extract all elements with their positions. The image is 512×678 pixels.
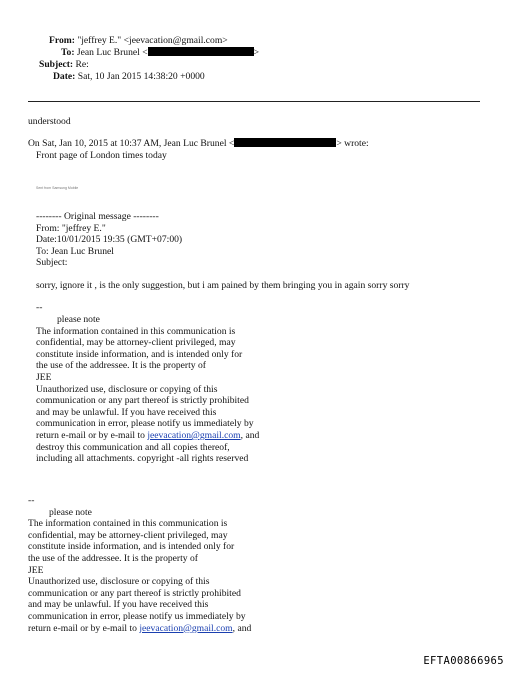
original-from: From: "jeffrey E." bbox=[36, 222, 106, 234]
redaction-bar bbox=[234, 138, 336, 147]
date-label: Date: bbox=[53, 71, 76, 82]
device-signature: Sent from Samsung Mobile bbox=[36, 186, 79, 190]
redaction-bar bbox=[148, 47, 254, 56]
quote-intro bbox=[28, 138, 369, 150]
date-value: Sat, 10 Jan 2015 14:38:20 +0000 bbox=[77, 71, 205, 82]
document-id: EFTA00866965 bbox=[423, 655, 504, 668]
to-label: To: bbox=[61, 47, 75, 58]
sorry-text: sorry, ignore it , is the only suggestion, but i am pained by them bringing you in again sorry sorry bbox=[36, 280, 410, 291]
disclaimer-line: Unauthorized use, disclosure or copying of this bbox=[36, 383, 218, 395]
to-value: Jean Luc Brunel < bbox=[76, 47, 148, 58]
disclaimer-line: communication or any part thereof is strictly prohibited bbox=[36, 395, 249, 407]
disclaimer-line: Unauthorized use, disclosure or copying of this bbox=[28, 576, 210, 588]
disclaimer-line: communication in error, please notify us immediately by bbox=[36, 418, 254, 430]
signature-dash: -- bbox=[36, 302, 43, 313]
disclaimer-line: constitute inside information, and is intended only for bbox=[28, 541, 235, 553]
disclaimer-line: JEE bbox=[36, 371, 52, 383]
disclaimer-line: including all attachments. copyright -all rights reserved bbox=[36, 453, 249, 465]
signature-dash: -- bbox=[28, 495, 35, 506]
disclaimer-line: communication or any part thereof is strictly prohibited bbox=[28, 587, 241, 599]
original-divider: -------- Original message -------- bbox=[36, 211, 159, 222]
from-label: From: bbox=[49, 35, 75, 46]
disclaimer-text: , and bbox=[232, 622, 252, 634]
disclaimer-line: The information contained in this communication is bbox=[28, 518, 228, 530]
original-to: To: Jean Luc Brunel bbox=[36, 245, 114, 257]
header-from-row bbox=[49, 35, 228, 47]
disclaimer-line: confidential, may be attorney-client privileged, may bbox=[28, 529, 228, 541]
header-divider bbox=[28, 101, 480, 102]
to-suffix: > bbox=[253, 47, 260, 58]
disclaimer-line-email bbox=[36, 430, 259, 442]
disclaimer-1 bbox=[36, 314, 259, 465]
disclaimer-text: , and bbox=[240, 429, 260, 441]
disclaimer-line: JEE bbox=[28, 564, 44, 576]
disclaimer-line: and may be unlawful. If you have received this bbox=[36, 406, 217, 418]
reply-text: understood bbox=[28, 116, 71, 127]
disclaimer-note: please note bbox=[49, 506, 92, 518]
disclaimer-line: the use of the addressee. It is the property of bbox=[28, 552, 198, 564]
header-date-row bbox=[53, 71, 205, 83]
disclaimer-line: the use of the addressee. It is the property of bbox=[36, 360, 206, 372]
disclaimer-line: communication in error, please notify us immediately by bbox=[28, 610, 246, 622]
disclaimer-line: The information contained in this communication is bbox=[36, 325, 236, 337]
quote-intro-prefix: On Sat, Jan 10, 2015 at 10:37 AM, Jean Luc Brunel < bbox=[28, 138, 235, 149]
subject-value: Re: bbox=[75, 59, 89, 70]
disclaimer-text: return e-mail or by e-mail to bbox=[36, 429, 148, 441]
quote-text: Front page of London times today bbox=[36, 150, 167, 161]
disclaimer-line: confidential, may be attorney-client privileged, may bbox=[36, 337, 236, 349]
subject-label: Subject: bbox=[39, 59, 74, 70]
disclaimer-2 bbox=[28, 495, 251, 634]
header-subject-row bbox=[39, 59, 89, 71]
original-date: Date:10/01/2015 19:35 (GMT+07:00) bbox=[36, 234, 183, 246]
original-subject: Subject: bbox=[36, 257, 68, 269]
email-link[interactable]: jeevacation@gmail.com bbox=[139, 622, 233, 634]
disclaimer-text: return e-mail or by e-mail to bbox=[28, 622, 140, 634]
disclaimer-line: destroy this communication and all copies thereof, bbox=[36, 441, 230, 453]
from-value: "jeffrey E." <jeevacation@gmail.com> bbox=[77, 35, 228, 46]
header-to-row bbox=[61, 47, 259, 59]
disclaimer-note: please note bbox=[57, 314, 100, 325]
quote-intro-suffix: > wrote: bbox=[336, 138, 369, 149]
original-message-header bbox=[36, 211, 182, 269]
email-link[interactable]: jeevacation@gmail.com bbox=[147, 429, 241, 441]
disclaimer-line: constitute inside information, and is intended only for bbox=[36, 348, 243, 360]
disclaimer-line-email bbox=[28, 623, 251, 635]
disclaimer-line: and may be unlawful. If you have received this bbox=[28, 599, 209, 611]
